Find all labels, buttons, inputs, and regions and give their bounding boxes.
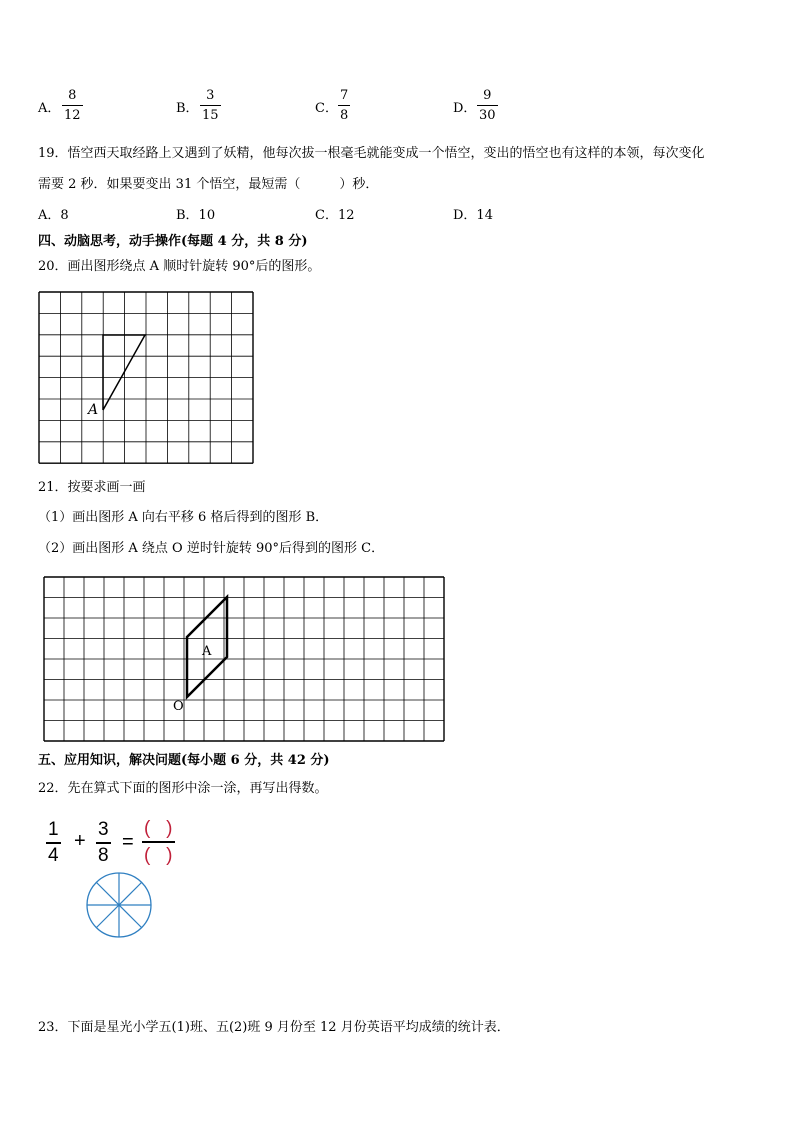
fraction-bar [338, 105, 350, 106]
circle-outline [87, 873, 151, 937]
circle-divider [96, 882, 141, 927]
q18-option-b-denominator: 15 [202, 108, 219, 123]
q18-option-d-label: D． [453, 101, 477, 116]
q19-line-2: 需要 2 秒．如果要变出 31 个悟空，最短需（ ）秒． [38, 177, 379, 192]
q18-option-d-numerator: 9 [483, 88, 492, 103]
q21-shape-a-label: A [202, 644, 212, 659]
q18-option-a-label: A． [38, 101, 61, 116]
q18-option-c-label: C． [315, 101, 338, 116]
q18-option-b-label: B． [176, 101, 199, 116]
q21-sub-1: （1）画出图形 A 向右平移 6 格后得到的图形 B． [38, 510, 329, 525]
q20-point-a-label: A [88, 402, 99, 418]
q19-option-d: D．14 [453, 208, 493, 223]
q21-title: 21．按要求画一画 [38, 480, 146, 495]
section-5-heading: 五、应用知识，解决问题(每小题 6 分，共 42 分) [38, 753, 330, 768]
q18-option-a-denominator: 12 [64, 108, 81, 123]
q18-option-c-numerator: 7 [340, 88, 349, 103]
q22-divided-circle[interactable] [87, 873, 151, 937]
fraction-bar [142, 841, 175, 843]
fraction-bar [62, 105, 83, 106]
fraction-bar [96, 842, 111, 844]
q22-fraction-1-numerator: 1 [48, 819, 59, 840]
q18-option-c-fraction [338, 88, 350, 123]
q21-grid [44, 577, 444, 741]
q21-sub-2: （2）画出图形 A 绕点 O 逆时针旋转 90°后得到的图形 C． [38, 541, 385, 556]
section-4-heading: 四、动脑思考，动手操作(每题 4 分，共 8 分) [38, 234, 308, 249]
fraction-bar [477, 105, 498, 106]
q20-grid [39, 292, 253, 463]
q22-plus-sign: + [74, 830, 86, 852]
q18-option-b-fraction [200, 88, 221, 123]
q19-line-1: 19．悟空西天取经路上又遇到了妖精，他每次拔一根毫毛就能变成一个悟空，变出的悟空也有这样的本领，每次变化 [38, 146, 705, 161]
q22-fraction-2-numerator: 3 [98, 819, 109, 840]
q22-equals-sign: = [122, 831, 134, 853]
q20-text: 20．画出图形绕点 A 顺时针旋转 90°后的图形。 [38, 259, 321, 274]
q22-answer-numerator-blank[interactable]: ( ) [144, 818, 173, 839]
q19-option-a: A．8 [38, 208, 69, 223]
q19-option-c: C．12 [315, 208, 355, 223]
q22-fraction-1 [46, 820, 61, 866]
q22-fraction-1-denominator: 4 [48, 845, 59, 866]
q18-option-a-numerator: 8 [68, 88, 77, 103]
q18-option-c-denominator: 8 [340, 108, 349, 123]
q22-fraction-2-denominator: 8 [98, 845, 109, 866]
q18-option-a-fraction [62, 88, 83, 123]
q18-option-d-fraction [477, 88, 498, 123]
fraction-bar [46, 842, 61, 844]
circle-divider [96, 882, 141, 927]
q18-option-d-denominator: 30 [479, 108, 496, 123]
q19-option-b: B．10 [176, 208, 216, 223]
q22-answer-blank[interactable] [142, 818, 175, 866]
q20-shape [103, 335, 145, 410]
q18-option-b-numerator: 3 [206, 88, 215, 103]
q22-answer-denominator-blank[interactable]: ( ) [144, 845, 173, 866]
q22-text: 22．先在算式下面的图形中涂一涂，再写出得数。 [38, 781, 328, 796]
q23-text: 23．下面是星光小学五(1)班、五(2)班 9 月份至 12 月份英语平均成绩的统计表． [38, 1020, 510, 1035]
q21-point-o-label: O [173, 699, 184, 714]
fraction-bar [200, 105, 221, 106]
q22-fraction-2 [96, 820, 111, 866]
